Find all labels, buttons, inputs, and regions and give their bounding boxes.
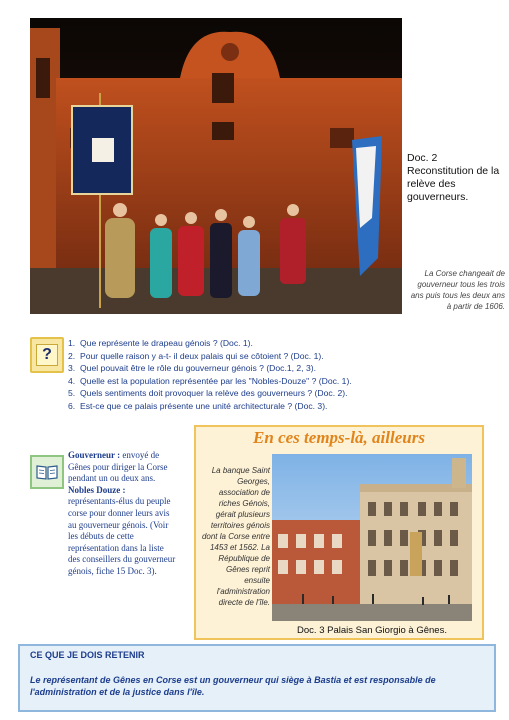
glossary-term-nobles-douze: Nobles Douze :: [68, 484, 126, 495]
question-item: 2. Pour quelle raison y a-t- il deux palais qui se côtoient ? (Doc. 1).: [68, 350, 324, 361]
question-icon: [30, 337, 64, 373]
doc2-photo: [30, 18, 402, 314]
question-item: 5. Quels sentiments doit provoquer la relève des gouverneurs ? (Doc. 2).: [68, 388, 348, 399]
retenir-text: Le représentant de Gênes en Corse est un gouverneur qui siège à Bastia et est responsable de l'administration et de la justice dans l'île.: [30, 675, 436, 697]
doc3-photo: [272, 454, 472, 621]
glossary-def-gouverneur: envoyé de Gênes pour diriger la Corse pendant un ou deux ans.: [68, 450, 168, 484]
question-item: 6. Est-ce que ce palais présente une unité architecturale ? (Doc. 3).: [68, 400, 328, 411]
question-item: 3. Quel pouvait être le rôle du gouverneur génois ? (Doc.1, 2, 3).: [68, 363, 316, 374]
question-item: 4. Quelle est la population représentée par les "Nobles-Douze" ? (Doc. 1).: [68, 375, 352, 386]
glossary-def-nobles-douze: représentants-élus du peuple corse pour donner leurs avis au gouverneur génois. (Voir les débuts de cette représentation dans la liste des conseillers du gouverneur génois, fiche 15 Doc. 3).: [68, 496, 176, 576]
palazzo-san-giorgio-illustration: [272, 454, 472, 621]
retenir-title: CE QUE JE DOIS RETENIR: [30, 650, 145, 660]
elsewhere-text: La banque Saint Georges, association de riches Génois, gérait plusieurs territoires génois dont la Corse entre 1453 et 1562. La République de Gênes reprit ensuite l'administration directe de l'île.: [201, 466, 270, 607]
doc2-caption-text: Reconstitution de la relève des gouverneurs.: [407, 165, 500, 203]
open-book-icon: [36, 464, 58, 480]
question-mark-icon: ?: [36, 344, 58, 366]
doc2-caption: [407, 152, 507, 204]
doc3-caption: Doc. 3 Palais San Giorgio à Gênes.: [297, 625, 447, 636]
glossary: [68, 450, 176, 578]
question-item: 1. Que représente le drapeau génois ? (Doc. 1).: [68, 338, 253, 348]
doc2-note: La Corse changeait de gouverneur tous les trois ans puis tous les deux ans à partir de 1606.: [410, 269, 505, 311]
elsewhere-title: En ces temps-là, ailleurs: [253, 428, 425, 447]
glossary-term-gouverneur: Gouverneur :: [68, 450, 121, 460]
doc2-caption-label: Doc. 2: [407, 152, 438, 164]
questions-list: [68, 337, 468, 413]
book-icon: [30, 455, 64, 489]
palace-night-scene-illustration: [30, 18, 402, 314]
